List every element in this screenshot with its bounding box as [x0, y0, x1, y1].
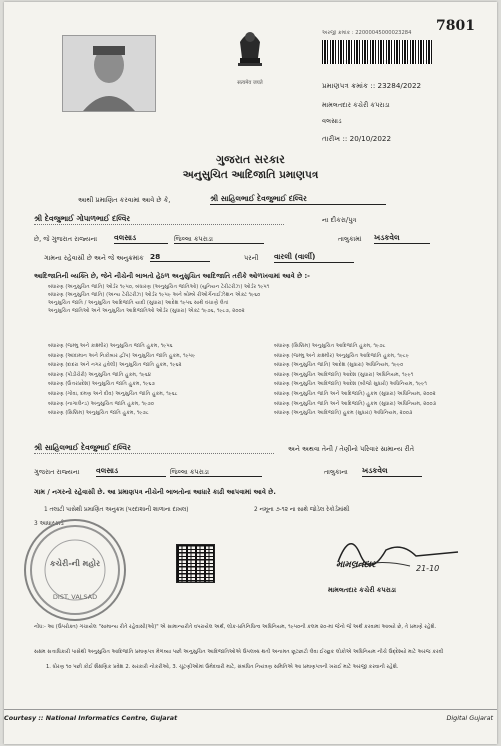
seal-district: DIST. VALSAD [52, 593, 98, 601]
certificate-page [4, 2, 497, 744]
taluka-label: તાલુકામાં [338, 235, 362, 243]
father-name: શ્રી દેવજુભાઈ ગોપાળભાઈ દલ્વિર [34, 214, 284, 225]
acts-list [48, 283, 468, 315]
taluka-value: ખડકવેલ [374, 233, 430, 244]
barcode [322, 40, 432, 64]
district-label: જિલ્લા કપરાડા [174, 235, 264, 244]
orders-right-column [274, 342, 480, 419]
qr-code [176, 544, 215, 583]
order-item: બંધારણ (સિક્કિમ) અનુસુચિત આદિજાતિ હુકમ, ૧૯૭૮ [274, 343, 386, 349]
note-text: નોંધ:- આ (ઉપરોક્ત) ગંચાયેલ "સામાન્ય રીતે રહેવાસી(ઓ)" એ સામાન્યરીતે વપરાયેલ અર્થ, લોક-પ્રતિનિધિત્વ અધિનિયમ, ૧૯૫૦ની કલમ ૨૦-માં જેનો જે અર્થ કરવામાં આવ્યો છે, તે પ્રમાણે રહેશે. [34, 624, 437, 630]
applicant-name-repeat: શ્રી સાહિલભાઈ દેવજુભાઈ દલ્વિર [34, 443, 274, 454]
order-item: બંધારણ (પોંડીચેરી) અનુસુચિત જાતિ હુકમ, ૧૯૬૪ [48, 371, 152, 378]
caste-label: પરની [244, 254, 259, 262]
office-seal [24, 519, 126, 621]
issuing-district: વલસાડ [322, 117, 342, 125]
act-item: બંધારણ (અનુસુચિત જાતિ) ઓર્ડર ૧૯૫૦, બંધારણ (અનુસુચિત જાતિઓ) (યુનિયન ટેરીટરીઝ) ઓર્ડર ૧૯૫૧ [48, 284, 270, 290]
emblem-caption: सत्यमेव जयते [237, 80, 263, 86]
seal-text: કચેરી-ની મહોર [49, 559, 101, 568]
order-item: બંધારણ (ઉત્તરપ્રદેશ) અનુસુચિત જાતિ હુકમ, ૧૯૬૭ [48, 381, 155, 388]
issue-basis-text: ગામ / નગરનો રહેવાસી છે. આ પ્રમાણપત્ર નીચેની બાબતોના આધારે કાઢી આપવામાં આવે છે. [34, 488, 276, 496]
order-item: બંધારણ (આંદામાન અને નિકોબાર દ્વીપ) અનુસુચિત જાતિ હુકમ, ૧૯૫૯ [48, 352, 196, 359]
tribe-intro: આદિજાતિની વ્યક્તિ છે, જેને નીચેની બાબતો હેઠળ અનુસુચિત આદિજાતિ તરીકે ઓળખવામાં આવે છે :- [34, 272, 310, 280]
taluka-label-2: તાલુકાના [324, 468, 348, 476]
basis-item-3: 3 આધારકાર્ડ [34, 521, 64, 527]
handwritten-serial: 7801 [436, 18, 475, 34]
footer-courtesy: Courtesy :: National Informatics Centre, Gujarat [4, 714, 178, 722]
village-value: વલસાડ [114, 233, 168, 244]
reservation-item: 1. ધોરણ ૧૦ પછી કોઈ શૈક્ષણિક પ્રવેશ 2. સરકારી નોકરીઓ, 3. ચૂંટણીઓમાં ઉમેદવારી માટે, સંબંધિત નિયંત્રણ સમિતિએ આ પ્રમાણપત્રની ખરાઈ માટે અરજી કરવાની રહેશે. [46, 664, 399, 670]
certificate-title: અનુસુચિત આદિજાતિ પ્રમાણપત્ર [182, 169, 319, 181]
family-residence-text: અને અથવા તેની / તેણીનો પરિવાર સામાન્ય રીતે [288, 445, 415, 453]
signatory-title: મામલતદાર કચેરી કપરાડા [328, 586, 397, 594]
order-item: બંધારણ (ગોવા, દમણ અને દીવ) અનુસુચિત જાતિ હુકમ, ૧૯૬૮ [48, 390, 178, 397]
district-label-2: જિલ્લા કપરાડા [170, 468, 262, 477]
son-label: ના દીકરા/પુત્ર [322, 216, 357, 224]
state-label-2: ગુજરાત રાજ્યના [34, 468, 80, 476]
order-item: બંધારણ (અનુસુચિત આદિજાતિ) આદેશ (સુધારા) અધિનિયમ, ૧૯૯૧ [274, 371, 414, 378]
order-item: બંધારણ (અનુસુચિત જાતિ) આદેશ (સુધારા) અધિનિયમ, ૧૯૯૦ [274, 362, 404, 369]
applicant-name: શ્રી સાહિલભાઈ દેવજુભાઈ દલ્વિર [210, 194, 386, 205]
residence-label: ગામના રહેવાસી છે અને જે અનુક્રમાંક [44, 254, 144, 262]
order-item: બંધારણ (અનુસુચિત આદિજાતિ) હુકમ (સુધારા) અધિનિયમ, ૨૦૦૩ [274, 410, 413, 417]
certificate-number: પ્રમાણપત્ર ક્રમાંક :: 23284/2022 [322, 81, 422, 90]
signature-date: 21-10 [416, 564, 440, 573]
act-item: અનુસુચિત જાતિ / અનુસુચિત આદિજાતિ યાદી (સુધારા) આદેશ ૧૯૫૬ સાથે વંચાણે લેતાં [48, 300, 229, 306]
act-item: બંધારણ (અનુસુચિત જાતિ) (અન્ય ટેરીટરીઝ) ઓર્ડર ૧૯૫૯ અને બોમ્બે રીઓર્ગેનાઈઝેશન એક્ટ ૧૯૬૦ [48, 292, 261, 298]
order-item: બંધારણ (જમ્મુ અને કાશ્મીર) અનુસુચિત આદિજાતિ હુકમ, ૧૯૮૯ [274, 352, 409, 359]
serial-number: 28 [150, 252, 210, 262]
signature-handwriting: મામલતદાર [336, 560, 376, 570]
state-title: ગુજરાત સરકાર [216, 153, 285, 166]
signature [318, 522, 468, 592]
act-item: અનુસુચિત જાતિઓ અને અનુસુચિત આદિજાતિઓ ઓર્ડર (સુધારા) એક્ટ ૧૯૭૬, ૧૯૮૭, ૨૦૦૨ [48, 308, 245, 314]
issuing-office: મામલતદાર કચેરી કપરાડા [322, 101, 390, 109]
state-label: છે, જે ગુજરાત રાજ્યના [34, 235, 98, 243]
taluka-value-2: ખડકવેલ [362, 466, 422, 477]
basis-item-1: 1 તલાટી પાસેથી પ્રમાણિત અનુક્રમ (પરદાશાની શાળાના દાખલ) [44, 507, 189, 513]
order-item: બંધારણ (નાગાલેન્ડ) અનુસુચિત જાતિ હુકમ, ૧૯૭૦ [48, 400, 154, 407]
order-item: બંધારણ (જમ્મુ અને કાશ્મીર) અનુસુચિત જાતિ હુકમ, ૧૯૫૬ [48, 343, 173, 349]
village-value-2: વલસાડ [96, 466, 166, 477]
order-item: બંધારણ (સિક્કિમ) અનુસુચિત જાતિ હુકમ, ૧૯૭૮ [48, 410, 149, 417]
basis-item-2: 2 નમૂના ૭-૧૨ ના સાથે જોડેલ રેકોર્ડમાંથી [254, 507, 350, 513]
reservation-paragraph: સક્ષમ સત્તાધિકારી પાસેથી અનુસુચિત આદિજાતિ પ્રમાણપત્ર મેળવ્યા પછી અનુસુચિત આદિજાતિઓએ ઉપલબ્ધ થતી અનામત છૂટછાટો લેવા ઈચ્છુક લોકોએ અધિનિયમ નીચે ઉદ્દેશ્યો માટે અરજ કરવી [34, 649, 444, 655]
application-number: અરજી ક્રમાંક : 22000045000023284 [322, 30, 412, 36]
order-item: બંધારણ (અનુસુચિત જાતિ અને આદિજાતિ) હુકમ (સુધારા) અધિનિયમ, ૨૦૦૩ [274, 400, 437, 407]
state-emblem-icon [230, 24, 270, 82]
issue-date: તારીખ :: 20/10/2022 [322, 134, 392, 143]
order-item: બંધારણ (દાદરા અને નગર હવેલી) અનુસુચિત જાતિ હુકમ, ૧૯૬૨ [48, 362, 182, 369]
order-item: બંધારણ (અનુસુચિત જાતિ અને આદિજાતિ) હુકમ (સુધારા) અધિનિયમ, ૨૦૦૨ [274, 390, 436, 397]
tribe-name: વારલી (વાર્લી) [274, 252, 354, 263]
order-item: બંધારણ (અનુસુચિત આદિજાતિ) આદેશ (બીજો સુધારો) અધિનિયમ, ૧૯૯૧ [274, 381, 427, 388]
intro-text: આથી પ્રમાણિત કરવામાં આવે છે કે, [78, 196, 171, 204]
applicant-photo [62, 35, 156, 112]
footer-brand: Digital Gujarat [446, 714, 493, 722]
orders-left-column [48, 342, 258, 419]
footer [4, 709, 497, 732]
